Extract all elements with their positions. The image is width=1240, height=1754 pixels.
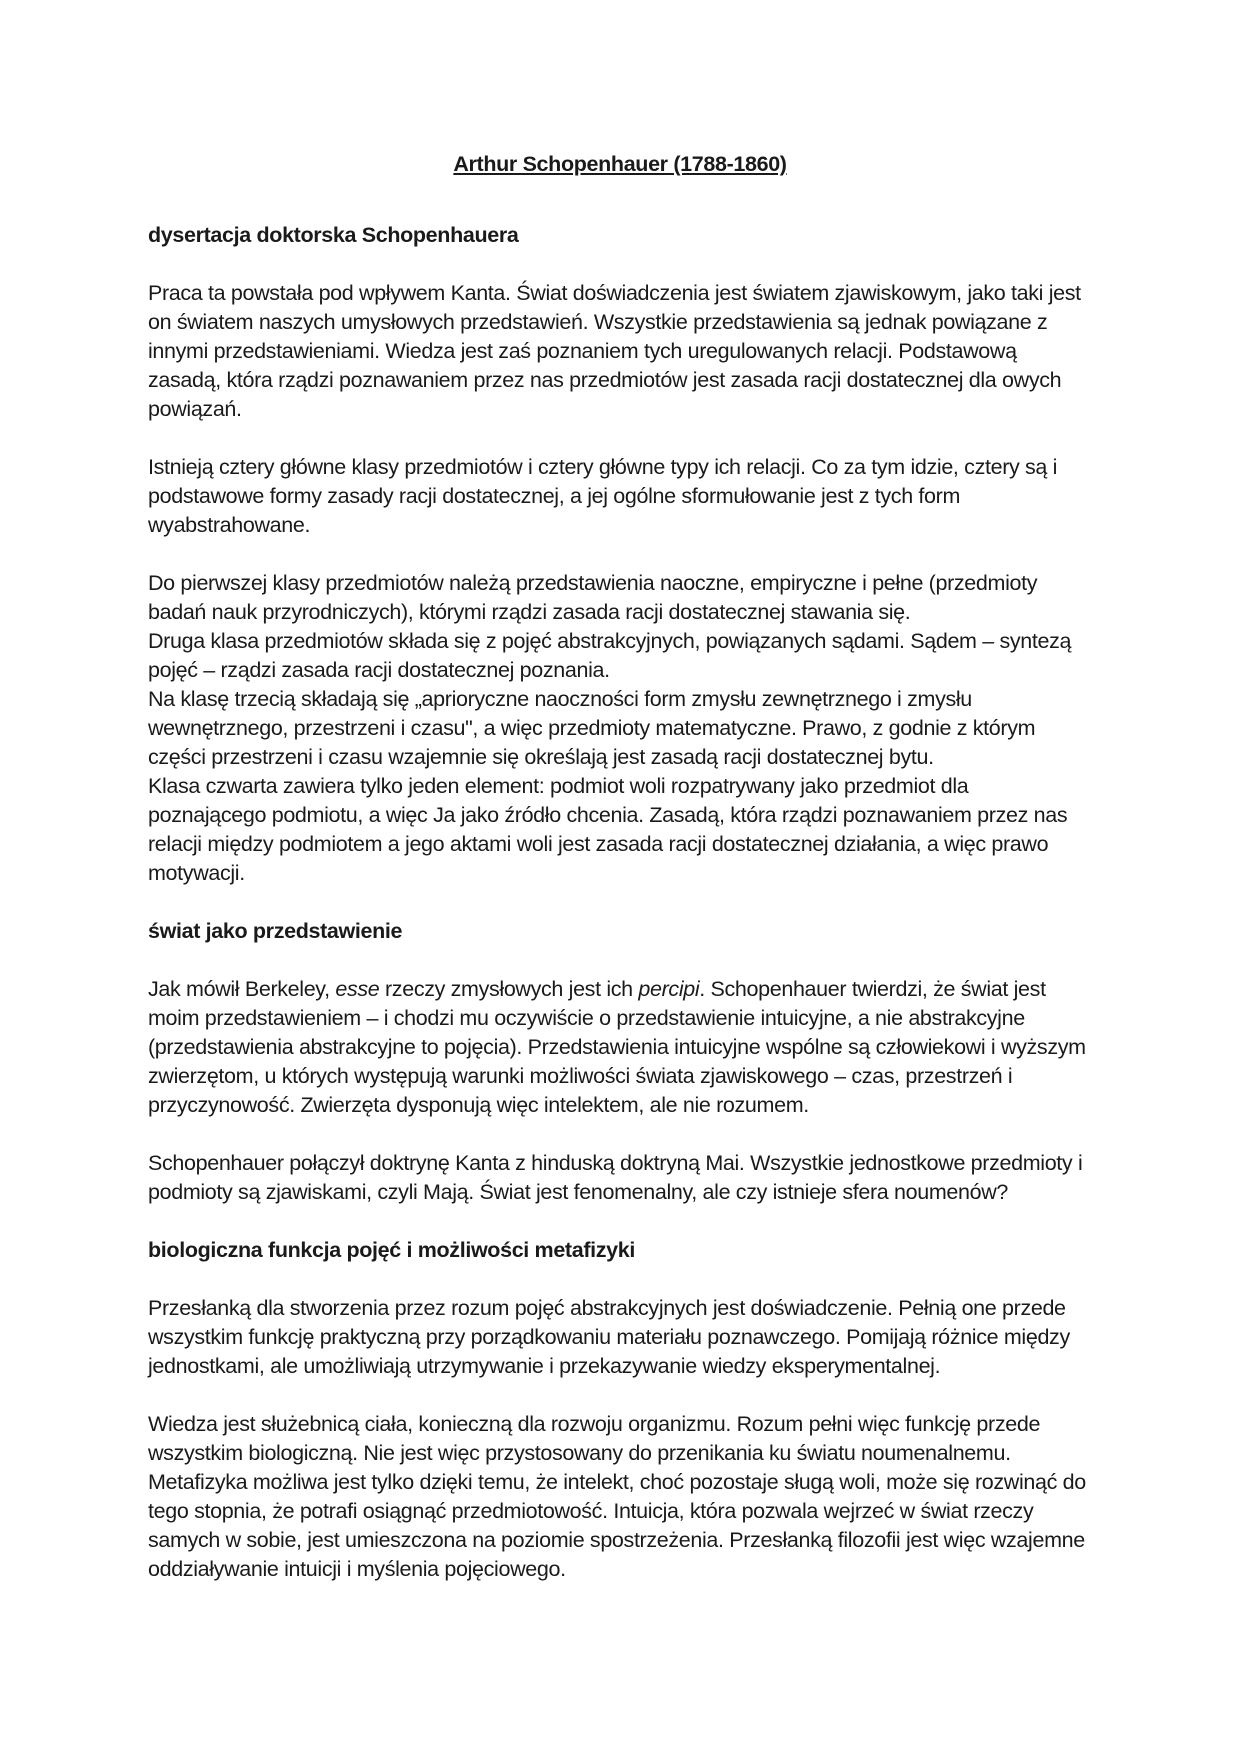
section-heading-dissertation: dysertacja doktorska Schopenhauera: [148, 223, 519, 247]
document-title: Arthur Schopenhauer (1788-1860): [453, 152, 787, 176]
paragraph: Wiedza jest służebnicą ciała, konieczną dla rozwoju organizmu. Rozum pełni więc funkcję przede wszystkim biologiczną. Nie jest więc przystosowany do przenikania ku światu noumenalnemu. Metafizyka możliwa jest tylko dzięki temu, że intelekt, choć pozostaje sługą woli, może się rozwinąć do tego stopnia, że potrafi osiągnąć przedmiotowość. Intuicja, która pozwala wejrzeć w świat rzeczy samych w sobie, jest umieszczona na poziomie spostrzeżenia. Przesłanką filozofii jest więc wzajemne oddziaływanie intuicji i myślenia pojęciowego.: [148, 1412, 1086, 1581]
paragraph: Klasa czwarta zawiera tylko jeden element: podmiot woli rozpatrywany jako przedmiot dla poznającego podmiotu, a więc Ja jako źródło chcenia. Zasadą, która rządzi poznawaniem przez nas relacji między podmiotem a jego aktami woli jest zasada racji dostatecznej działania, a więc prawo motywacji.: [148, 774, 1068, 885]
paragraph: Schopenhauer połączył doktrynę Kanta z hinduską doktryną Mai. Wszystkie jednostkowe przedmioty i podmioty są zjawiskami, czyli Mają. Świat jest fenomenalny, ale czy istnieje sfera noumenów?: [148, 1151, 1083, 1204]
paragraph: [148, 975, 1092, 1120]
section-heading-biological-function: biologiczna funkcja pojęć i możliwości metafizyki: [148, 1238, 636, 1262]
italic-term: esse: [335, 977, 380, 1001]
paragraph: Druga klasa przedmiotów składa się z pojęć abstrakcyjnych, powiązanych sądami. Sądem – syntezą pojęć – rządzi zasada racji dostatecznej poznania.: [148, 629, 1072, 682]
italic-term: percipi: [638, 977, 700, 1001]
paragraph: Istnieją cztery główne klasy przedmiotów i cztery główne typy ich relacji. Co za tym idzie, cztery są i podstawowe formy zasady racji dostatecznej, a jej ogólne sformułowanie jest z tych form wyabstrahowane.: [148, 455, 1058, 537]
document-body: [148, 150, 1092, 1613]
paragraph: Do pierwszej klasy przedmiotów należą przedstawienia naoczne, empiryczne i pełne (przedmioty badań nauk przyrodniczych), którymi rządzi zasada racji dostatecznej stawania się.: [148, 571, 1038, 624]
paragraph: Na klasę trzecią składają się „aprioryczne naoczności form zmysłu zewnętrznego i zmysłu wewnętrznego, przestrzeni i czasu", a więc przedmioty matematyczne. Prawo, z godnie z którym części przestrzeni i czasu wzajemnie się określają jest zasadą racji dostatecznej bytu.: [148, 687, 1036, 769]
paragraph: Praca ta powstała pod wpływem Kanta. Świat doświadczenia jest światem zjawiskowym, jako taki jest on światem naszych umysłowych przedstawień. Wszystkie przedstawienia są jednak powiązane z innymi przedstawieniami. Wiedza jest zaś poznaniem tych uregulowanych relacji. Podstawową zasadą, która rządzi poznawaniem przez nas przedmiotów jest zasada racji dostatecznej dla owych powiązań.: [148, 281, 1081, 421]
paragraph: Przesłanką dla stworzenia przez rozum pojęć abstrakcyjnych jest doświadczenie. Pełnią one przede wszystkim funkcję praktyczną przy porządkowaniu materiału poznawczego. Pomijają różnice między jednostkami, ale umożliwiają utrzymywanie i przekazywanie wiedzy eksperymentalnej.: [148, 1296, 1070, 1378]
section-heading-world-as-representation: świat jako przedstawienie: [148, 919, 403, 943]
text-run: Jak mówił Berkeley,: [148, 977, 336, 1001]
text-run: rzeczy zmysłowych jest ich: [379, 977, 639, 1001]
text-run: . Schopenhauer twierdzi, że świat jest moim przedstawieniem – i chodzi mu oczywiście o przedstawienie intuicyjne, a nie abstrakcyjne (przedstawienia abstrakcyjne to pojęcia). Przedstawienia intuicyjne wspólne są człowiekowi i wyższym zwierzętom, u których występują warunki możliwości świata zjawiskowego – czas, przestrzeń i przyczynowość. Zwierzęta dysponują więc intelektem, ale nie rozumem.: [148, 977, 1086, 1117]
